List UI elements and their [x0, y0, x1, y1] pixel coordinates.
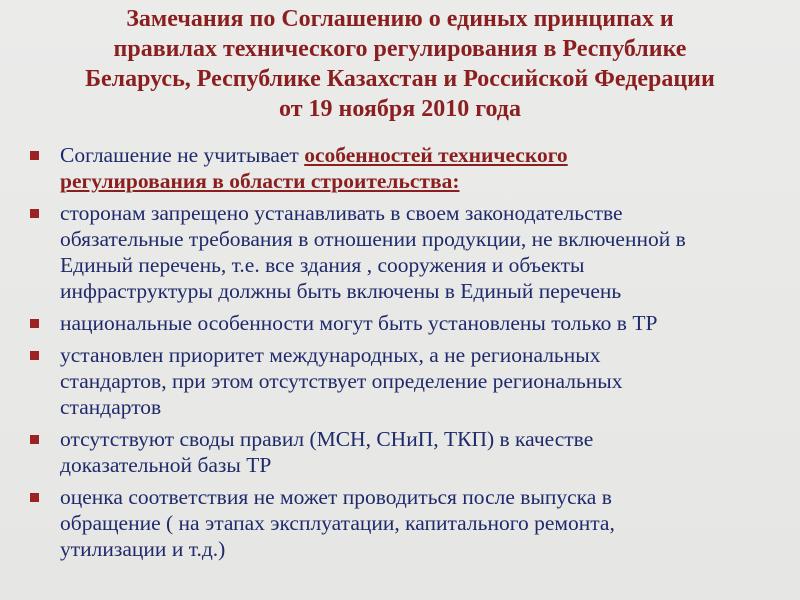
bullet-text: [60, 310, 786, 336]
bullet-line: установлен приоритет международных, а не региональных: [60, 343, 601, 367]
bullet-item: [26, 142, 786, 194]
bullet-line: обращение ( на этапах эксплуатации, капитального ремонта,: [60, 511, 615, 535]
bullet-line: стандартов: [60, 395, 162, 419]
bullet-text: [60, 342, 786, 420]
bullet-emphasis-text: регулирования в области строительства:: [60, 169, 460, 193]
bullet-item: [26, 484, 786, 562]
bullet-item: [26, 342, 786, 420]
bullet-line: национальные особенности могут быть установлены только в ТР: [60, 311, 658, 335]
bullet-line: [60, 142, 786, 168]
bullet-list: [26, 142, 786, 568]
bullet-line: обязательные требования в отношении продукции, не включенной в: [60, 227, 686, 251]
bullet-line: отсутствуют своды правил (МСН, СНиП, ТКП) в качестве: [60, 427, 594, 451]
square-bullet-icon: [30, 435, 39, 444]
bullet-line: стандартов, при этом отсутствует определение региональных: [60, 369, 623, 393]
slide-title-line: Беларусь, Республике Казахстан и Российской Федерации: [85, 66, 715, 92]
bullet-line: утилизации и т.д.): [60, 537, 226, 561]
bullet-plain-text: Соглашение не учитывает: [60, 143, 305, 167]
slide-title-line: от 19 ноября 2010 года: [279, 96, 521, 122]
square-bullet-icon: [30, 319, 39, 328]
bullet-line: инфраструктуры должны быть включены в Единый перечень: [60, 279, 622, 303]
slide-title-line: правилах технического регулирования в Республике: [113, 36, 687, 62]
square-bullet-icon: [30, 151, 39, 160]
bullet-item: [26, 426, 786, 478]
slide-title: [30, 4, 770, 124]
bullet-line: сторонам запрещено устанавливать в своем законодательстве: [60, 201, 623, 225]
bullet-emphasis-text: особенностей технического: [304, 143, 568, 167]
bullet-line: оценка соответствия не может проводиться после выпуска в: [60, 485, 612, 509]
square-bullet-icon: [30, 351, 39, 360]
bullet-line: доказательной базы ТР: [60, 453, 272, 477]
bullet-line: Единый перечень, т.е. все здания , сооружения и объекты: [60, 253, 585, 277]
bullet-line: [60, 168, 786, 194]
bullet-item: [26, 310, 786, 336]
bullet-text: [60, 426, 786, 478]
slide-title-line: Замечания по Соглашению о единых принципах и: [126, 6, 674, 32]
bullet-text: [60, 142, 786, 194]
bullet-text: [60, 200, 786, 304]
square-bullet-icon: [30, 209, 39, 218]
bullet-text: [60, 484, 786, 562]
square-bullet-icon: [30, 493, 39, 502]
bullet-item: [26, 200, 786, 304]
